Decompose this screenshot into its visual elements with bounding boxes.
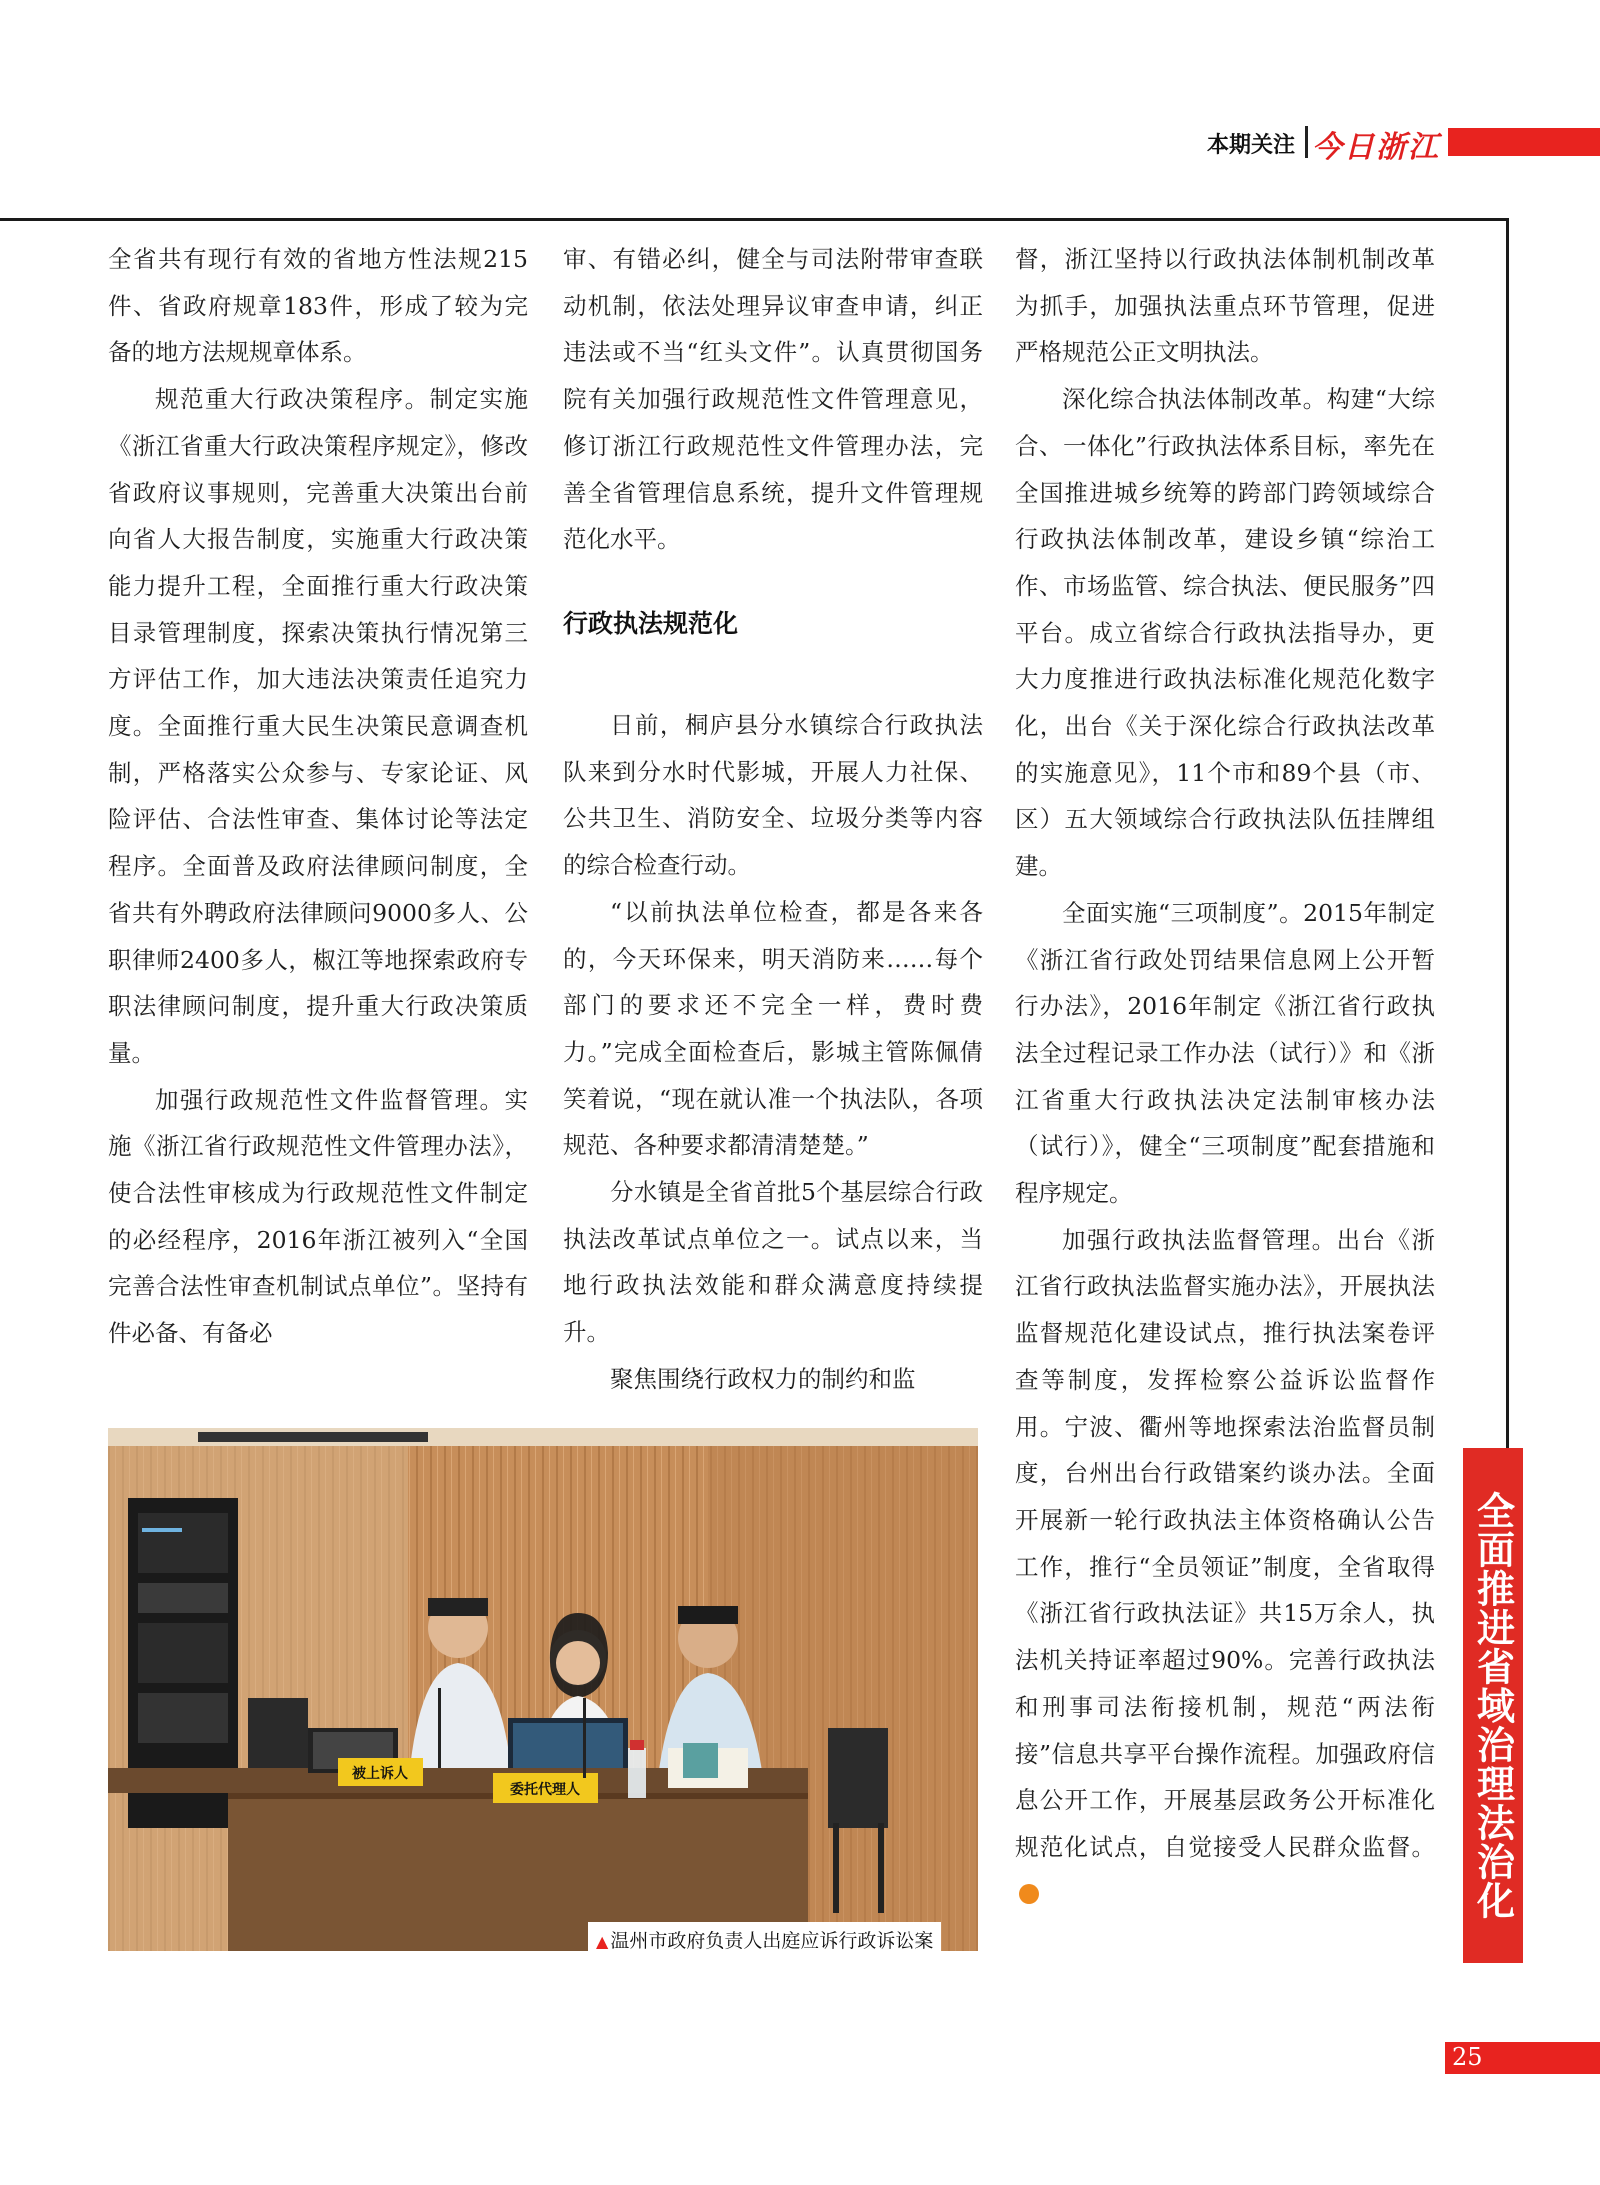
column-1: [108, 236, 528, 1357]
courtroom-illustration: [108, 1428, 978, 1951]
frame-top-rule: [0, 218, 1508, 221]
paragraph: 深化综合执法体制改革。构建“大综合、一体化”行政执法体系目标，率先在全国推进城乡统筹的跨部门跨领域综合行政执法体制改革，建设乡镇“综治工作、市场监管、综合执法、便民服务”四平台。成立省综合行政执法指导办，更大力度推进行政执法标准化规范化数字化，出台《关于深化综合行政执法改革的实施意见》，11个市和89个县（市、区）五大领域综合行政执法队伍挂牌组建。: [1015, 385, 1435, 881]
paragraph-text: 加强行政执法监督管理。出台《浙江省行政执法监督实施办法》，开展执法监督规范化建设试点，推行执法案卷评查等制度，发挥检察公益诉讼监督作用。宁波、衢州等地探索法治监督员制度，台州出台行政错案约谈办法。全面开展新一轮行政执法主体资格确认公告工作，推行“全员领证”制度，全省取得《浙江省行政执法证》共15万余人，执法机关持证率超过90%。完善行政执法和刑事司法衔接机制，规范“两法衔接”信息共享平台操作流程。加强政府信息公开工作，开展基层政务公开标准化规范化试点，自觉接受人民群众监督。: [1015, 1225, 1435, 1861]
side-tag: 全面推进省域治理法治化: [1463, 1448, 1523, 1963]
frame-right-rule: [1506, 218, 1509, 1452]
paragraph: 全面实施“三项制度”。2015年制定《浙江省行政处罚结果信息网上公开暂行办法》，2016年制定《浙江省行政执法全过程记录工作办法（试行）》和《浙江省重大行政执法决定法制审核办法（试行）》，健全“三项制度”配套措施和程序规定。: [1015, 898, 1435, 1208]
column-2-top: [563, 236, 983, 563]
header-divider: [1305, 126, 1308, 158]
paragraph: 加强行政规范性文件监督管理。实施《浙江省行政规范性文件管理办法》，使合法性审核成为行政规范性文件制定的必经程序，2016年浙江被列入“全国完善合法性审查机制试点单位”。坚持有件必备、有备必: [108, 1085, 528, 1348]
paragraph: 分水镇是全省首批5个基层综合行政执法改革试点单位之一。试点以来，当地行政执法效能和群众满意度持续提升。: [563, 1178, 983, 1347]
paragraph: 督，浙江坚持以行政执法体制机制改革为抓手，加强执法重点环节管理，促进严格规范公正文明执法。: [1015, 245, 1435, 367]
photo-caption-text: 温州市政府负责人出庭应诉行政诉讼案: [610, 1930, 934, 1952]
column-2-bottom: [563, 702, 983, 1403]
paragraph: [1015, 1217, 1435, 1918]
page-header: [0, 118, 1600, 170]
header-red-bar: [1448, 128, 1600, 156]
paragraph: “以前执法单位检查，都是各来各的，今天环保来，明天消防来……每个部门的要求还不完全一样，费时费力。”完成全面检查后，影城主管陈佩倩笑着说，“现在就认准一个执法队，各项规范、各种要求都清清楚楚。”: [563, 897, 983, 1160]
paragraph: 日前，桐庐县分水镇综合行政执法队来到分水时代影城，开展人力社保、公共卫生、消防安全、垃圾分类等内容的综合检查行动。: [563, 711, 983, 880]
courtroom-photo: [108, 1428, 978, 1951]
paragraph: 聚焦围绕行政权力的制约和监: [610, 1364, 916, 1393]
paragraph: 审、有错必纠，健全与司法附带审查联动机制，依法处理异议审查申请，纠正违法或不当“红头文件”。认真贯彻国务院有关加强行政规范性文件管理意见，修订浙江行政规范性文件管理办法，完善全省管理信息系统，提升文件管理规范化水平。: [563, 245, 983, 554]
paragraph: 规范重大行政决策程序。制定实施《浙江省重大行政决策程序规定》，修改省政府议事规则，完善重大决策出台前向省人大报告制度，实施重大行政决策能力提升工程，全面推行重大行政决策目录管理制度，探索决策执行情况第三方评估工作，加大违法决策责任追究力度。全面推行重大民生决策民意调查机制，严格落实公众参与、专家论证、风险评估、合法性审查、集体讨论等法定程序。全面普及政府法律顾问制度，全省共有外聘政府法律顾问9000多人、公职律师2400多人，椒江等地探索政府专职法律顾问制度，提升重大行政决策质量。: [108, 385, 528, 1067]
section-heading: 行政执法规范化: [563, 609, 739, 638]
section-label: 本期关注: [1206, 133, 1295, 158]
page-number: 25: [1452, 2043, 1483, 2071]
brand-logo: 今日浙江: [1312, 130, 1440, 165]
sign-left-text: 被上诉人: [352, 1766, 408, 1782]
column-3: [1015, 236, 1435, 1917]
end-mark-icon: [1019, 1884, 1039, 1904]
paragraph: 全省共有现行有效的省地方性法规215件、省政府规章183件，形成了较为完备的地方法规规章体系。: [108, 245, 528, 367]
triangle-icon: ▲: [596, 1932, 609, 1951]
sign-right-text: 委托代理人: [510, 1782, 580, 1798]
photo-caption: [588, 1922, 941, 1957]
